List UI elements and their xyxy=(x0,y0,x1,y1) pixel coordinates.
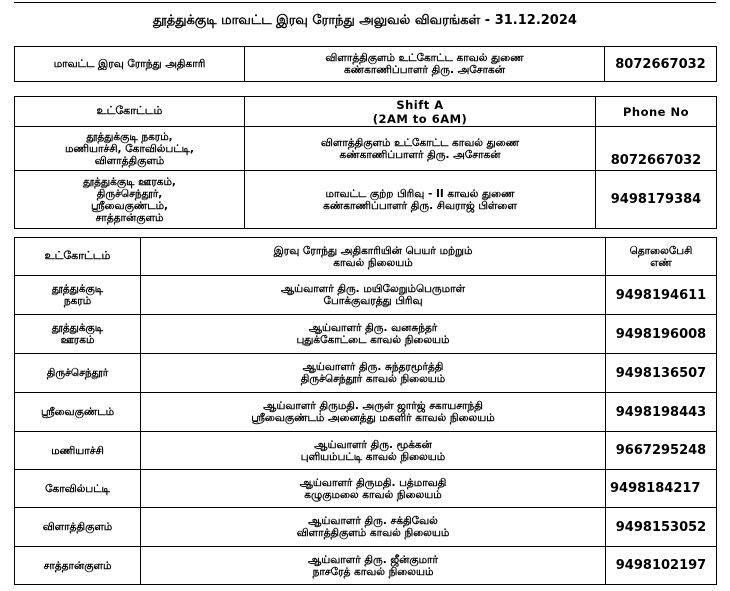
subdivision-line: மணியாச்சி, கோவில்பட்டி, xyxy=(64,142,195,155)
subdivision-line: தூத்துக்குடி xyxy=(51,322,104,334)
district-officer-label-text: மாவட்ட இரவு ரோந்து அதிகாரி xyxy=(53,58,206,70)
shift-header-shift-line1: Shift A xyxy=(396,97,444,112)
station-header-phone-line2: எண் xyxy=(650,256,672,269)
station-row-officer xyxy=(141,315,606,354)
shift-header-row xyxy=(15,97,717,127)
shift-row-phone: 9498179384 xyxy=(596,171,717,229)
officer-line-1: ஆய்வாளர் திருமதி. பத்மாவதி xyxy=(299,476,447,489)
station-row-subdivision: சாத்தான்குளம் xyxy=(15,547,141,585)
shift-header-shift-line2: (2AM to 6AM) xyxy=(372,111,468,126)
station-officer-table xyxy=(14,237,717,585)
shift-row-officer xyxy=(245,171,596,229)
top-rule xyxy=(14,2,716,3)
subdivision-line: ஊரகம் xyxy=(60,334,95,346)
shift-row xyxy=(15,171,717,229)
station-row-phone: 9498198443 xyxy=(606,393,717,432)
officer-line-1: ஆய்வாளர் திருமதி. அருள் ஜார்ஜ் சகாயசாந்தி xyxy=(263,400,483,412)
station-row-officer xyxy=(141,470,606,508)
station-row-subdivision xyxy=(15,315,141,354)
shift-row-phone: 8072667032 xyxy=(596,127,717,171)
station-row-officer xyxy=(141,547,606,585)
station-row xyxy=(15,315,717,354)
district-officer-row xyxy=(15,47,717,82)
officer-line-2: புதுக்கோட்டை காவல் நிலையம் xyxy=(296,334,450,346)
officer-line-2: புளியம்பட்டி காவல் நிலையம் xyxy=(300,450,446,463)
shift-row xyxy=(15,127,717,171)
district-officer-name-cell xyxy=(245,47,605,82)
subdivision-line: சாத்தான்குளம் xyxy=(95,211,164,224)
station-header-officer xyxy=(141,238,606,276)
shift-header-shift xyxy=(245,97,596,127)
officer-line-2: கண்காணிப்பாளர் திரு. அசோகன் xyxy=(339,148,501,161)
district-officer-phone: 8072667032 xyxy=(605,47,717,82)
shift-header-phone: Phone No xyxy=(596,97,717,127)
officer-line-2: விளாத்திகுளம் காவல் நிலையம் xyxy=(296,527,450,539)
officer-line-1: விளாத்திகுளம் உட்கோட்ட காவல் துணை xyxy=(325,52,524,64)
station-row-phone: 9498184217 xyxy=(606,470,717,508)
station-row-subdivision: விளாத்திகுளம் xyxy=(15,508,141,547)
shift-row-officer xyxy=(245,127,596,171)
subdivision-line: தூத்துக்குடி நகரம், xyxy=(86,130,173,143)
station-row-officer xyxy=(141,508,606,547)
district-officer-table xyxy=(14,46,717,82)
station-row xyxy=(15,432,717,470)
shift-row-subdivision xyxy=(15,171,245,229)
station-header-phone-line1: தொலைபேசி xyxy=(629,244,693,257)
subdivision-line: தூத்துக்குடி xyxy=(51,283,104,295)
station-row-phone: 9498136507 xyxy=(606,354,717,393)
officer-line-1: ஆய்வாளர் திரு. மூக்கன் xyxy=(314,438,432,451)
page-title: தூத்துக்குடி மாவட்ட இரவு ரோந்து அலுவல் விவரங்கள் - 31.12.2024 xyxy=(153,13,577,28)
officer-line-2: போக்குவரத்து பிரிவு xyxy=(323,295,423,307)
officer-line-2: ஸ்ரீவைகுண்டம் அனைத்து மகளிர் காவல் நிலையம் xyxy=(251,412,495,424)
officer-line-1: ஆய்வாளர் திரு. சுந்தரமூர்த்தி xyxy=(302,361,444,373)
officer-line-1: ஆய்வாளர் திரு. வனசுந்தர் xyxy=(308,322,438,334)
station-header-phone xyxy=(606,238,717,276)
officer-line-2: திருச்செந்தூர் காவல் நிலையம் xyxy=(300,373,446,385)
station-row xyxy=(15,354,717,393)
station-row-phone: 9498194611 xyxy=(606,276,717,315)
station-row-subdivision: திருச்செந்தூர் xyxy=(15,354,141,393)
station-row-phone: 9498196008 xyxy=(606,315,717,354)
district-officer-label xyxy=(15,47,245,82)
officer-line-1: ஆய்வாளர் திரு. ஜீன்குமார் xyxy=(307,553,439,566)
station-row-officer xyxy=(141,276,606,315)
subdivision-line: ஸ்ரீவைகுண்டம், xyxy=(90,199,169,212)
station-row xyxy=(15,276,717,315)
subdivision-line: தூத்துக்குடி ஊரகம், xyxy=(83,175,176,188)
station-row-phone: 9667295248 xyxy=(606,432,717,470)
station-row-phone: 9498153052 xyxy=(606,508,717,547)
officer-line-1: மாவட்ட குற்ற பிரிவு - II காவல் துணை xyxy=(325,187,515,200)
station-row xyxy=(15,547,717,585)
station-row-subdivision xyxy=(15,276,141,315)
station-row xyxy=(15,508,717,547)
shift-table xyxy=(14,96,717,229)
station-header-officer-line2: காவல் நிலையம் xyxy=(333,256,413,269)
station-row-officer xyxy=(141,393,606,432)
station-header-row xyxy=(15,238,717,276)
station-row-officer xyxy=(141,432,606,470)
shift-row-subdivision xyxy=(15,127,245,171)
officer-line-2: கண்காணிப்பாளர் திரு. அசோகன் xyxy=(344,64,505,76)
officer-line-1: ஆய்வாளர் திரு. மயிலேறும்பெருமாள் xyxy=(280,283,466,295)
subdivision-line: விளாத்திகுளம் xyxy=(94,154,165,167)
officer-line-1: விளாத்திகுளம் உட்கோட்ட காவல் துணை xyxy=(320,136,520,149)
shift-header-subdivision: உட்கோட்டம் xyxy=(15,97,245,127)
station-row-subdivision: ஸ்ரீவைகுண்டம் xyxy=(15,393,141,432)
officer-line-2: நாசரேத் காவல் நிலையம் xyxy=(312,565,434,578)
officer-line-1: ஆய்வாளர் திரு. சக்திவேல் xyxy=(308,515,438,527)
subdivision-line: நகரம் xyxy=(63,295,92,307)
station-row-subdivision: மணியாச்சி xyxy=(15,432,141,470)
station-header-subdivision: உட்கோட்டம் xyxy=(15,238,141,276)
station-header-officer-line1: இரவு ரோந்து அதிகாரியின் பெயர் மற்றும் xyxy=(273,244,473,257)
station-row xyxy=(15,393,717,432)
officer-line-2: கழுகுமலை காவல் நிலையம் xyxy=(304,488,442,501)
station-row xyxy=(15,470,717,508)
station-row-officer xyxy=(141,354,606,393)
officer-line-2: கண்காணிப்பாளர் திரு. சிவராஜ் பிள்ளை xyxy=(323,199,517,212)
subdivision-line: திருச்செந்தூர், xyxy=(96,187,163,200)
station-row-phone: 9498102197 xyxy=(606,547,717,585)
station-row-subdivision: கோவில்பட்டி xyxy=(15,470,141,508)
